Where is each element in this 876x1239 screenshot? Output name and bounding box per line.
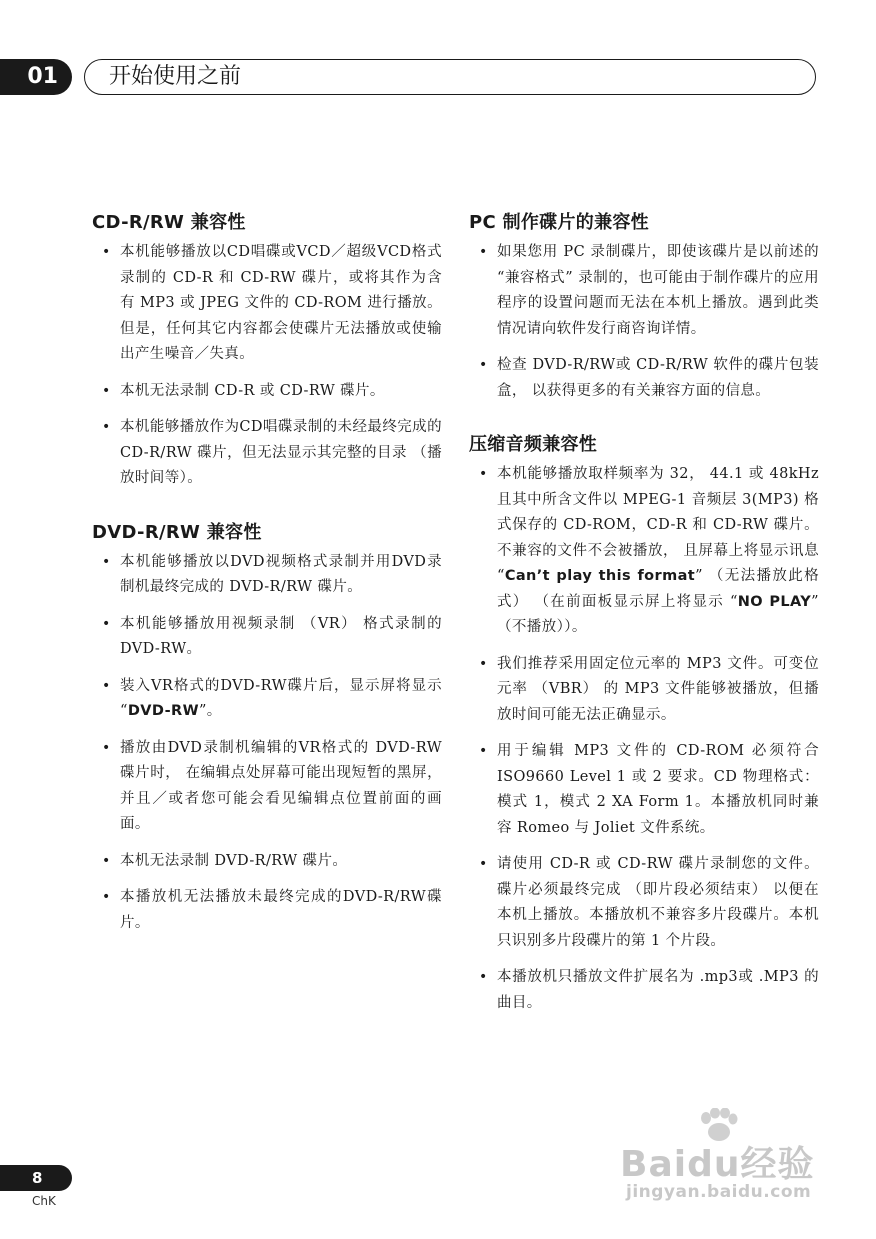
watermark-url: jingyan.baidu.com: [626, 1182, 812, 1202]
page-number: 8: [0, 1165, 72, 1191]
list-item: [469, 462, 819, 641]
list-item: • 本机能够播放以DVD视频格式录制并用DVD录制机最终完成的 DVD-R/RW 碟片。: [92, 550, 442, 601]
chapter-number-tab: 01: [0, 59, 72, 95]
left-column: [92, 210, 442, 964]
bullet-list: [92, 550, 442, 937]
list-item: • 检查 DVD-R/RW或 CD-R/RW 软件的碟片包装盒， 以获得更多的有关兼容方面的信息。: [469, 353, 819, 404]
item-text: ” （不播放））。: [497, 593, 819, 635]
list-item: • 如果您用 PC 录制碟片，即使该碟片是以前述的 “兼容格式” 录制的，也可能由于制作碟片的应用程序的设置问题而无法在本机上播放。遇到此类情况请向软件发行商咨询详情。: [469, 240, 819, 342]
list-item: • 本播放机无法播放未最终完成的DVD-R/RW碟片。: [92, 885, 442, 936]
display-message: NO PLAY: [737, 593, 812, 610]
list-item: • 播放由DVD录制机编辑的VR格式的 DVD-RW 碟片时， 在编辑点处屏幕可能出现短暂的黑屏， 并且／或者您可能会看见编辑点位置前面的画面。: [92, 736, 442, 838]
item-text: 本机能够播放取样频率为 32， 44.1 或 48kHz 且其中所含文件以 MPEG-1 音频层 3(MP3) 格式保存的 CD-ROM，CD-R 和 CD-RW 碟片。不兼容的文件不会被播放， 且屏幕上将显示讯息 “: [497, 466, 819, 584]
section-heading: 压缩音频兼容性: [469, 434, 598, 455]
item-text: 装入VR格式的DVD-RW碟片后，显示屏将显示 “: [120, 677, 442, 719]
right-column: [469, 210, 819, 1044]
bullet-list: [92, 240, 442, 492]
bullet-list: [469, 462, 819, 1016]
section-compressed-audio: [469, 432, 819, 1016]
list-item: • 本机能够播放以CD唱碟或VCD／超级VCD格式录制的 CD-R 和 CD-RW 碟片，或将其作为含有 MP3 或 JPEG 文件的 CD-ROM 进行播放。但是，任何其它内容都会使碟片无法播放或使输出产生噪音／失真。: [92, 240, 442, 368]
chapter-title: 开始使用之前: [84, 59, 816, 95]
list-item: • 本机能够播放用视频录制 （VR） 格式录制的 DVD-RW。: [92, 612, 442, 663]
item-text: ”。: [198, 703, 222, 719]
list-item: • 请使用 CD-R 或 CD-RW 碟片录制您的文件。碟片必须最终完成 （即片段必须结束） 以便在本机上播放。本播放机不兼容多片段碟片。本机只识别多片段碟片的第 1 个片段。: [469, 852, 819, 954]
section-cd-rw: [92, 210, 442, 492]
section-heading: DVD-R/RW 兼容性: [92, 521, 262, 543]
bullet-list: [469, 240, 819, 404]
watermark-logo: Baidu经验: [620, 1144, 815, 1185]
section-heading: PC 制作碟片的兼容性: [469, 212, 649, 233]
list-item: • 本机无法录制 CD-R 或 CD-RW 碟片。: [92, 379, 442, 405]
display-message: DVD-RW: [127, 703, 199, 719]
watermark: [620, 1128, 830, 1208]
list-item: • 本机能够播放作为CD唱碟录制的未经最终完成的 CD-R/RW 碟片，但无法显示其完整的目录 （播放时间等）。: [92, 415, 442, 492]
item-text: ” （无法播放此格式） （在前面板显示屏上将显示 “: [497, 568, 820, 610]
list-item: • 本机无法录制 DVD-R/RW 碟片。: [92, 849, 442, 875]
list-item: • 用于编辑 MP3 文件的 CD-ROM 必须符合 ISO9660 Level 1 或 2 要求。CD 物理格式：模式 1，模式 2 XA Form 1。本播放机同时兼容 Romeo 与 Joliet 文件系统。: [469, 739, 819, 841]
language-code: ChK: [32, 1194, 56, 1208]
display-message: Can’t play this format: [504, 568, 696, 584]
section-dvd-rw: [92, 520, 442, 937]
section-heading: CD-R/RW 兼容性: [92, 212, 246, 233]
list-item: • 我们推荐采用固定位元率的 MP3 文件。可变位元率 （VBR） 的 MP3 文件能够被播放，但播放时间可能无法正确显示。: [469, 652, 819, 729]
list-item: [92, 674, 442, 725]
section-pc-discs: [469, 210, 819, 404]
list-item: • 本播放机只播放文件扩展名为 .mp3或 .MP3 的曲目。: [469, 965, 819, 1016]
